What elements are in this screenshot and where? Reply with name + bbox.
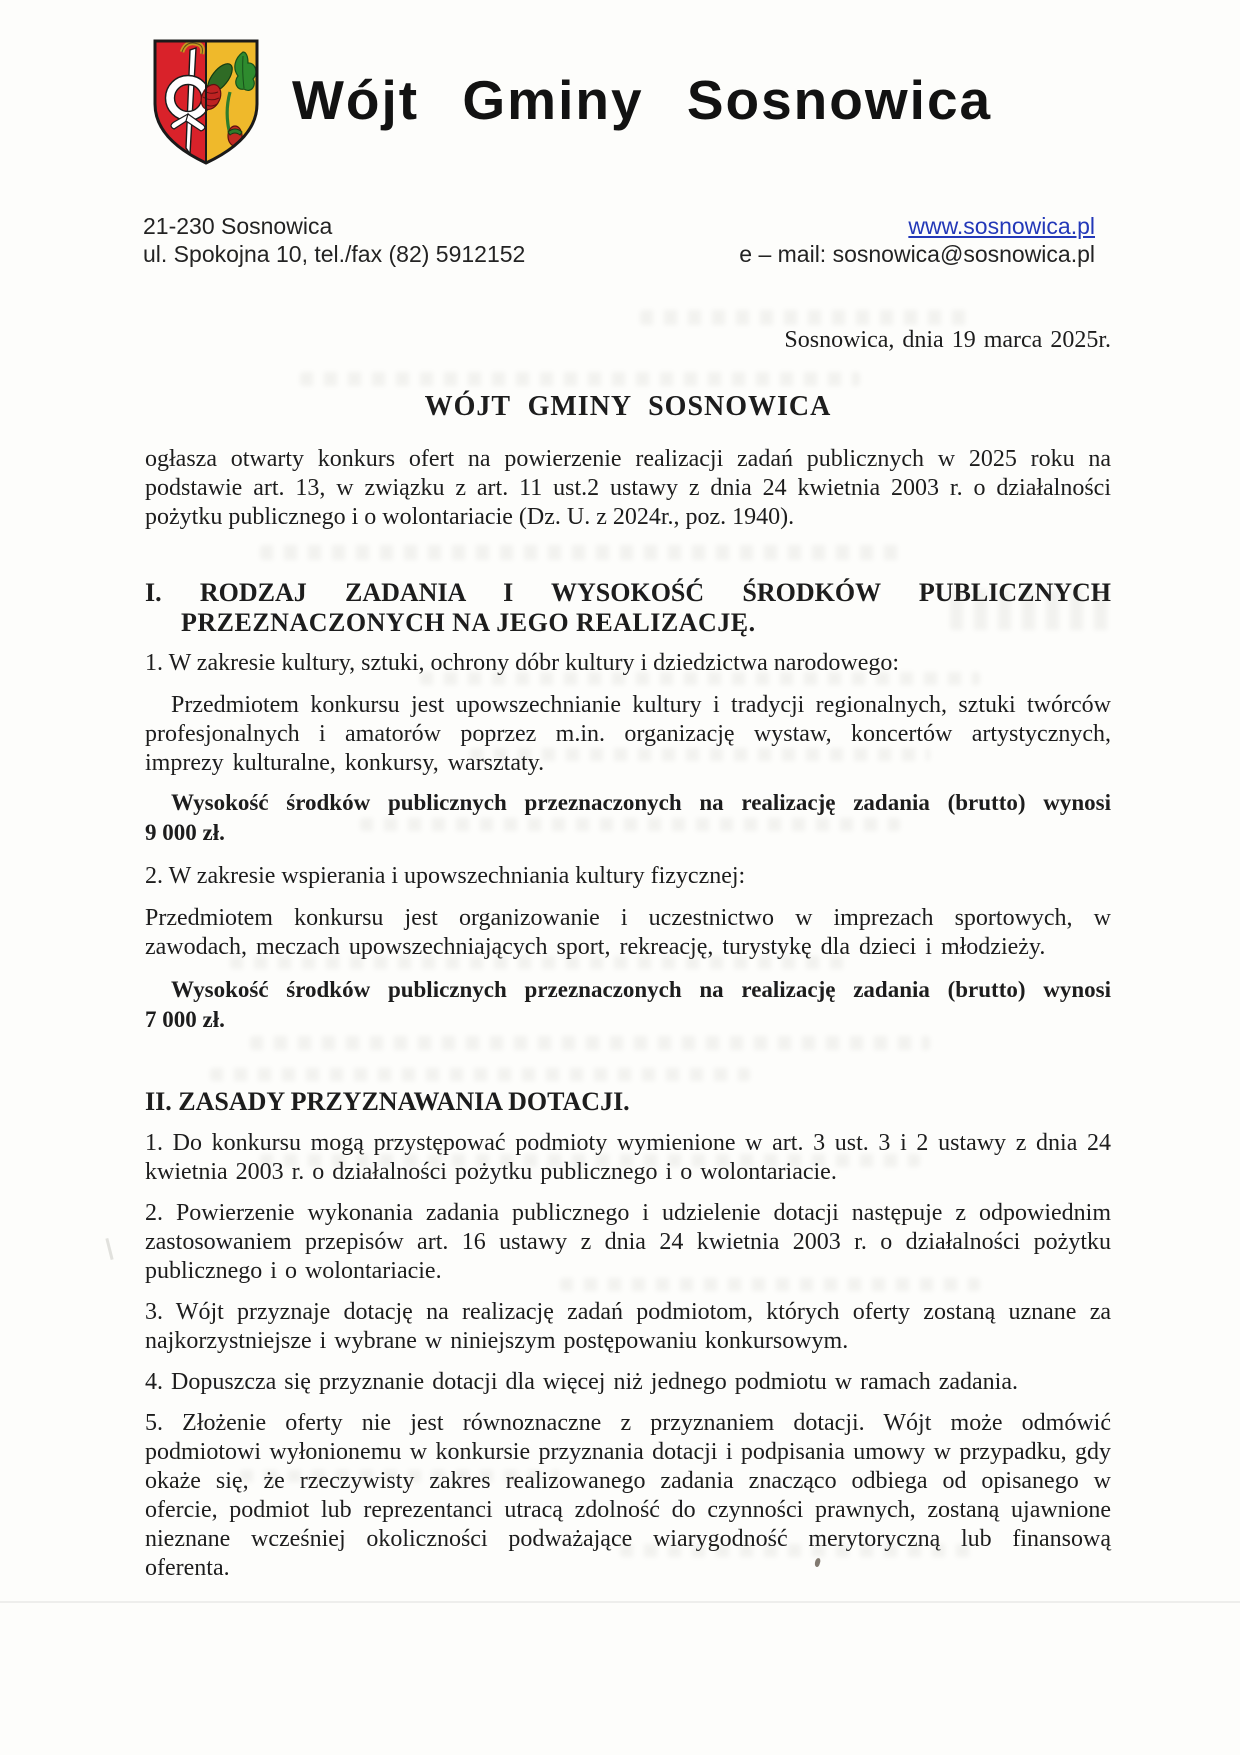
task-2-amount	[145, 975, 1111, 1035]
scanner-line-artifact	[0, 1601, 1240, 1603]
organization-title: Wójt Gminy Sosnowica	[292, 69, 993, 131]
task-2-description: Przedmiotem konkursu jest organizowanie i uczestnictwo w imprezach sportowych, w zawodach, meczach upowszechniających sport, rekreację, turystykę dla dzieci i młodzieży.	[145, 905, 1111, 960]
task-1-description: Przedmiotem konkursu jest upowszechnianie kultury i tradycji regionalnych, sztuki twórców profesjonalnych i amatorów poprzez m.in. organizację wystaw, koncertów artystycznych, imprezy kulturalne, konkursy, warsztaty.	[145, 692, 1111, 776]
intro-paragraph: ogłasza otwarty konkurs ofert na powierzenie realizacji zadań publicznych w 2025 roku na podstawie art. 13, w związku z art. 11 ust.2 ustawy z dnia 24 kwietnia 2003 r. o działalności pożytku publicznego i o wolontariacie (Dz. U. z 2024r., poz. 1940).	[145, 446, 1111, 530]
rule-paragraph-4: 4. Dopuszcza się przyznanie dotacji dla więcej niż jednego podmiotu w ramach zadania.	[145, 1369, 1018, 1395]
rule-paragraph-1: 1. Do konkursu mogą przystępować podmioty wymienione w art. 3 ust. 3 i 2 ustawy z dnia 24 kwietnia 2003 r. o działalności pożytku publicznego i o wolontariacie.	[145, 1130, 1111, 1185]
section-1-heading-line-1: I. RODZAJ ZADANIA I WYSOKOŚĆ ŚRODKÓW PUBLICZNYCH	[145, 578, 1111, 607]
address-block	[143, 212, 525, 268]
task-1-amount-value: 9 000 zł.	[145, 820, 225, 845]
section-2-heading: II. ZASADY PRZYZNAWANIA DOTACJI.	[145, 1087, 630, 1116]
rule-paragraph-2: 2. Powierzenie wykonania zadania publicznego i udzielenie dotacji następuje z odpowiednim zastosowaniem przepisów art. 16 ustawy z dnia 24 kwietnia 2003 r. o działalności pożytku publicznego i o wolontariacie.	[145, 1200, 1111, 1284]
task-1-amount	[145, 788, 1111, 848]
contact-block	[739, 212, 1095, 268]
task-1-amount-text: Wysokość środków publicznych przeznaczonych na realizację zadania (brutto) wynosi	[171, 790, 1111, 815]
date-line: Sosnowica, dnia 19 marca 2025r.	[784, 327, 1111, 353]
edge-mark-artifact	[105, 1238, 113, 1260]
rule-paragraph-3: 3. Wójt przyznaje dotację na realizację zadań podmiotom, których oferty zostaną uznane za najkorzystniejsze i wybrane w niniejszym postępowaniu konkursowym.	[145, 1299, 1111, 1354]
email-text: e – mail: sosnowica@sosnowica.pl	[739, 241, 1095, 267]
section-1-heading-line-2: PRZEZNACZONYCH NA JEGO REALIZACJĘ.	[181, 608, 756, 637]
address-line-1: 21-230 Sosnowica	[143, 213, 333, 239]
website-link-text: www.sosnowica.pl	[908, 213, 1095, 239]
section-1-heading	[145, 578, 1111, 638]
task-1-label: 1. W zakresie kultury, sztuki, ochrony dóbr kultury i dziedzictwa narodowego:	[145, 650, 900, 676]
rule-paragraph-5: 5. Złożenie oferty nie jest równoznaczne z przyznaniem dotacji. Wójt może odmówić podmiotowi wyłonionemu w konkursie przyznania dotacji i podpisania umowy w przypadku, gdy okaże się, że rzeczywisty zakres realizowanego zadania znacząco odbiega od opisanego w ofercie, podmiot lub reprezentanci utracą zdolność do czynności prawnych, zostaną ujawnione nieznane wcześniej okoliczności podważające wiarygodność merytoryczną lub finansową oferenta.	[145, 1410, 1111, 1581]
document-body	[145, 326, 1111, 1583]
bleed-through-artifact	[640, 310, 970, 325]
task-2-amount-text: Wysokość środków publicznych przeznaczonych na realizację zadania (brutto) wynosi	[171, 977, 1111, 1002]
document-title: WÓJT GMINY SOSNOWICA	[424, 391, 832, 422]
task-2-amount-value: 7 000 zł.	[145, 1007, 225, 1032]
address-line-2: ul. Spokojna 10, tel./fax (82) 5912152	[143, 241, 526, 267]
coat-of-arms-icon	[150, 34, 262, 170]
task-2-label: 2. W zakresie wspierania i upowszechniania kultury fizycznej:	[145, 863, 746, 889]
